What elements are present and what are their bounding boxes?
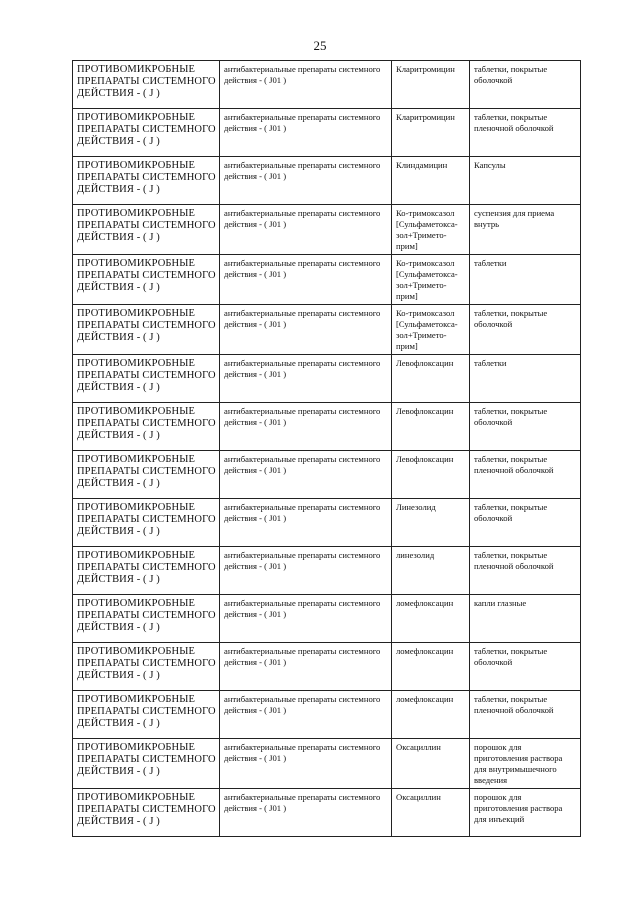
dosage-form-cell: таблетки — [470, 355, 581, 403]
dosage-form-cell: таблетки, покрытые оболочкой — [470, 305, 581, 355]
table-row — [73, 789, 581, 837]
subgroup-cell: антибактериальные препараты системного действия - ( J01 ) — [220, 789, 392, 837]
subgroup-cell: антибактериальные препараты системного действия - ( J01 ) — [220, 305, 392, 355]
subgroup-cell: антибактериальные препараты системного действия - ( J01 ) — [220, 205, 392, 255]
subgroup-cell: антибактериальные препараты системного действия - ( J01 ) — [220, 643, 392, 691]
drug-name-cell: Клиндамицин — [392, 157, 470, 205]
drug-name-cell: ломефлоксацин — [392, 643, 470, 691]
subgroup-cell: антибактериальные препараты системного действия - ( J01 ) — [220, 109, 392, 157]
table-body — [73, 61, 581, 837]
drug-name-cell: Ко-тримоксазол [Сульфаметокса-зол+Тримето-прим] — [392, 305, 470, 355]
subgroup-cell: антибактериальные препараты системного действия - ( J01 ) — [220, 691, 392, 739]
group-cell: ПРОТИВОМИКРОБНЫЕ ПРЕПАРАТЫ СИСТЕМНОГО ДЕЙСТВИЯ - ( J ) — [73, 109, 220, 157]
dosage-form-cell: Капсулы — [470, 157, 581, 205]
drug-list-table — [72, 60, 581, 837]
subgroup-cell: антибактериальные препараты системного действия - ( J01 ) — [220, 595, 392, 643]
table-row — [73, 691, 581, 739]
page-number: 25 — [313, 38, 327, 53]
table-row — [73, 547, 581, 595]
dosage-form-cell: таблетки — [470, 255, 581, 305]
subgroup-cell: антибактериальные препараты системного действия - ( J01 ) — [220, 451, 392, 499]
table-row — [73, 643, 581, 691]
drug-name-cell: Линезолид — [392, 499, 470, 547]
group-cell: ПРОТИВОМИКРОБНЫЕ ПРЕПАРАТЫ СИСТЕМНОГО ДЕЙСТВИЯ - ( J ) — [73, 255, 220, 305]
subgroup-cell: антибактериальные препараты системного действия - ( J01 ) — [220, 355, 392, 403]
drug-name-cell: Кларитромицин — [392, 109, 470, 157]
table-row — [73, 305, 581, 355]
dosage-form-cell: таблетки, покрытые оболочкой — [470, 61, 581, 109]
group-cell: ПРОТИВОМИКРОБНЫЕ ПРЕПАРАТЫ СИСТЕМНОГО ДЕЙСТВИЯ - ( J ) — [73, 499, 220, 547]
group-cell: ПРОТИВОМИКРОБНЫЕ ПРЕПАРАТЫ СИСТЕМНОГО ДЕЙСТВИЯ - ( J ) — [73, 451, 220, 499]
subgroup-cell: антибактериальные препараты системного действия - ( J01 ) — [220, 499, 392, 547]
table-row — [73, 61, 581, 109]
group-cell: ПРОТИВОМИКРОБНЫЕ ПРЕПАРАТЫ СИСТЕМНОГО ДЕЙСТВИЯ - ( J ) — [73, 61, 220, 109]
drug-name-cell: Ко-тримоксазол [Сульфаметокса-зол+Тримето-прим] — [392, 255, 470, 305]
dosage-form-cell: таблетки, покрытые оболочкой — [470, 403, 581, 451]
subgroup-cell: антибактериальные препараты системного действия - ( J01 ) — [220, 403, 392, 451]
group-cell: ПРОТИВОМИКРОБНЫЕ ПРЕПАРАТЫ СИСТЕМНОГО ДЕЙСТВИЯ - ( J ) — [73, 739, 220, 789]
dosage-form-cell: таблетки, покрытые пленочной оболочкой — [470, 451, 581, 499]
dosage-form-cell: таблетки, покрытые оболочкой — [470, 643, 581, 691]
drug-name-cell: Ко-тримоксазол [Сульфаметокса-зол+Тримето-прим] — [392, 205, 470, 255]
dosage-form-cell: капли глазные — [470, 595, 581, 643]
table-row — [73, 205, 581, 255]
drug-name-cell: Левофлоксацин — [392, 451, 470, 499]
table-row — [73, 739, 581, 789]
drug-name-cell: ломефлоксацин — [392, 691, 470, 739]
table-row — [73, 403, 581, 451]
dosage-form-cell: порошок для приготовления раствора для внутримышечного введения — [470, 739, 581, 789]
drug-name-cell: ломефлоксацин — [392, 595, 470, 643]
drug-name-cell: Оксациллин — [392, 789, 470, 837]
table-row — [73, 451, 581, 499]
group-cell: ПРОТИВОМИКРОБНЫЕ ПРЕПАРАТЫ СИСТЕМНОГО ДЕЙСТВИЯ - ( J ) — [73, 595, 220, 643]
table-row — [73, 255, 581, 305]
table-row — [73, 595, 581, 643]
table-row — [73, 355, 581, 403]
drug-name-cell: линезолид — [392, 547, 470, 595]
subgroup-cell: антибактериальные препараты системного действия - ( J01 ) — [220, 255, 392, 305]
group-cell: ПРОТИВОМИКРОБНЫЕ ПРЕПАРАТЫ СИСТЕМНОГО ДЕЙСТВИЯ - ( J ) — [73, 789, 220, 837]
dosage-form-cell: суспензия для приема внутрь — [470, 205, 581, 255]
group-cell: ПРОТИВОМИКРОБНЫЕ ПРЕПАРАТЫ СИСТЕМНОГО ДЕЙСТВИЯ - ( J ) — [73, 643, 220, 691]
group-cell: ПРОТИВОМИКРОБНЫЕ ПРЕПАРАТЫ СИСТЕМНОГО ДЕЙСТВИЯ - ( J ) — [73, 157, 220, 205]
group-cell: ПРОТИВОМИКРОБНЫЕ ПРЕПАРАТЫ СИСТЕМНОГО ДЕЙСТВИЯ - ( J ) — [73, 305, 220, 355]
group-cell: ПРОТИВОМИКРОБНЫЕ ПРЕПАРАТЫ СИСТЕМНОГО ДЕЙСТВИЯ - ( J ) — [73, 205, 220, 255]
table-row — [73, 499, 581, 547]
dosage-form-cell: таблетки, покрытые пленочной оболочкой — [470, 547, 581, 595]
drug-name-cell: Левофлоксацин — [392, 355, 470, 403]
group-cell: ПРОТИВОМИКРОБНЫЕ ПРЕПАРАТЫ СИСТЕМНОГО ДЕЙСТВИЯ - ( J ) — [73, 691, 220, 739]
subgroup-cell: антибактериальные препараты системного действия - ( J01 ) — [220, 547, 392, 595]
table-row — [73, 109, 581, 157]
table-row — [73, 157, 581, 205]
dosage-form-cell: таблетки, покрытые пленочной оболочкой — [470, 691, 581, 739]
group-cell: ПРОТИВОМИКРОБНЫЕ ПРЕПАРАТЫ СИСТЕМНОГО ДЕЙСТВИЯ - ( J ) — [73, 355, 220, 403]
subgroup-cell: антибактериальные препараты системного действия - ( J01 ) — [220, 157, 392, 205]
subgroup-cell: антибактериальные препараты системного действия - ( J01 ) — [220, 739, 392, 789]
group-cell: ПРОТИВОМИКРОБНЫЕ ПРЕПАРАТЫ СИСТЕМНОГО ДЕЙСТВИЯ - ( J ) — [73, 547, 220, 595]
drug-name-cell: Кларитромицин — [392, 61, 470, 109]
group-cell: ПРОТИВОМИКРОБНЫЕ ПРЕПАРАТЫ СИСТЕМНОГО ДЕЙСТВИЯ - ( J ) — [73, 403, 220, 451]
subgroup-cell: антибактериальные препараты системного действия - ( J01 ) — [220, 61, 392, 109]
dosage-form-cell: таблетки, покрытые оболочкой — [470, 499, 581, 547]
dosage-form-cell: порошок для приготовления раствора для инъекций — [470, 789, 581, 837]
drug-name-cell: Левофлоксацин — [392, 403, 470, 451]
drug-name-cell: Оксациллин — [392, 739, 470, 789]
dosage-form-cell: таблетки, покрытые пленочной оболочкой — [470, 109, 581, 157]
